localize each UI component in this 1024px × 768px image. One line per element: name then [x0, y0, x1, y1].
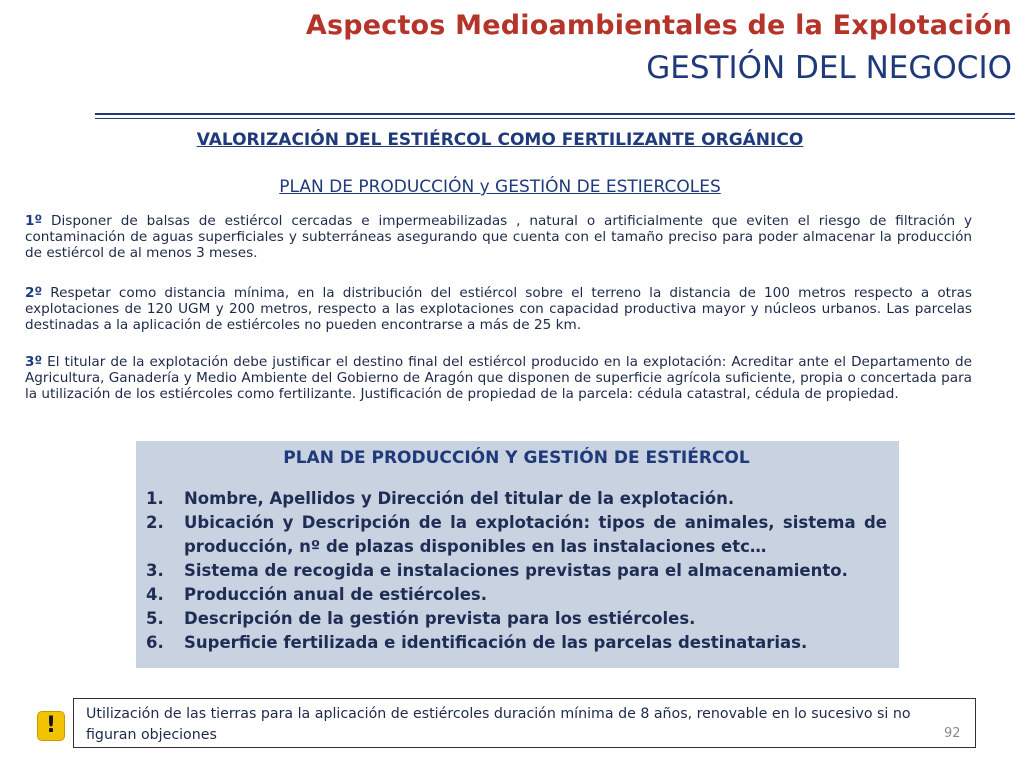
section-heading: VALORIZACIÓN DEL ESTIÉRCOL COMO FERTILIZANTE ORGÁNICO	[196, 130, 804, 150]
list-item-number: 1.	[146, 489, 164, 508]
paragraph-number: 3º	[25, 354, 43, 370]
plan-items-list	[146, 487, 887, 655]
note-text: Utilización de las tierras para la aplicación de estiércoles duración mínima de 8 años, renovable en lo sucesivo si no figuran objeciones	[86, 706, 911, 743]
title-divider-secondary	[95, 118, 1015, 119]
paragraph-2	[25, 285, 972, 334]
list-item-number: 4.	[146, 585, 164, 604]
box-title: PLAN DE PRODUCCIÓN Y GESTIÓN DE ESTIÉRCOL	[283, 448, 750, 468]
list-item-text: Producción anual de estiércoles.	[184, 585, 488, 604]
list-item	[146, 583, 887, 607]
paragraph-number: 2º	[25, 285, 43, 301]
list-item	[146, 631, 887, 655]
plan-summary-box	[136, 441, 899, 668]
paragraph-text: Respetar como distancia mínima, en la distribución del estiércol sobre el terreno la distancia de 100 metros respecto a otras explotaciones de 120 UGM y 200 metros, respecto a las explotaciones con capacidad productiva mayor y núcleos urbanos. Las parcelas destinadas a la aplicación de estiércoles no pueden encontrarse a más de 25 km.	[25, 285, 972, 334]
title-divider	[95, 113, 1015, 115]
list-item	[146, 511, 887, 559]
paragraph-text: El titular de la explotación debe justificar el destino final del estiércol producido en la explotación: Acreditar ante el Departamento de Agricultura, Ganadería y Medio Ambiente del Gobierno de Aragón que disponen de superficie agrícola suficiente, propia o concertada para la utilización de los estiércoles como fertilizante. Justificación de propiedad de la parcela: cédula catastral, cédula de propiedad.	[25, 354, 972, 403]
list-item	[146, 559, 887, 583]
slide-subtitle: GESTIÓN DEL NEGOCIO	[646, 50, 1012, 86]
page-number: 92	[944, 726, 961, 741]
list-item-number: 6.	[146, 633, 164, 652]
slide-title: Aspectos Medioambientales de la Explotación	[305, 10, 1012, 41]
list-item-text: Descripción de la gestión prevista para los estiércoles.	[184, 609, 696, 628]
list-item-number: 2.	[146, 513, 164, 532]
paragraph-number: 1º	[25, 213, 43, 229]
paragraph-text: Disponer de balsas de estiércol cercadas e impermeabilizadas , natural o artificialmente que eviten el riesgo de filtración y contaminación de aguas superficiales y subterráneas asegurando que cuenta con el tamaño preciso para poder almacenar la producción de estiércol de al menos 3 meses.	[25, 213, 972, 262]
list-item-text: Ubicación y Descripción de la explotación: tipos de animales, sistema de producción, nº de plazas disponibles en las instalaciones etc…	[184, 513, 887, 556]
plan-heading: PLAN DE PRODUCCIÓN y GESTIÓN DE ESTIERCOLES	[279, 177, 721, 197]
list-item-text: Superficie fertilizada e identificación de las parcelas destinatarias.	[184, 633, 808, 652]
paragraph-1	[25, 213, 972, 262]
list-item-text: Sistema de recogida e instalaciones previstas para el almacenamiento.	[184, 561, 848, 580]
list-item-number: 3.	[146, 561, 164, 580]
list-item	[146, 607, 887, 631]
warning-icon: !	[37, 711, 65, 741]
list-item	[146, 487, 887, 511]
note-box	[73, 698, 976, 748]
list-item-text: Nombre, Apellidos y Dirección del titular de la explotación.	[184, 489, 735, 508]
list-item-number: 5.	[146, 609, 164, 628]
paragraph-3	[25, 354, 972, 403]
